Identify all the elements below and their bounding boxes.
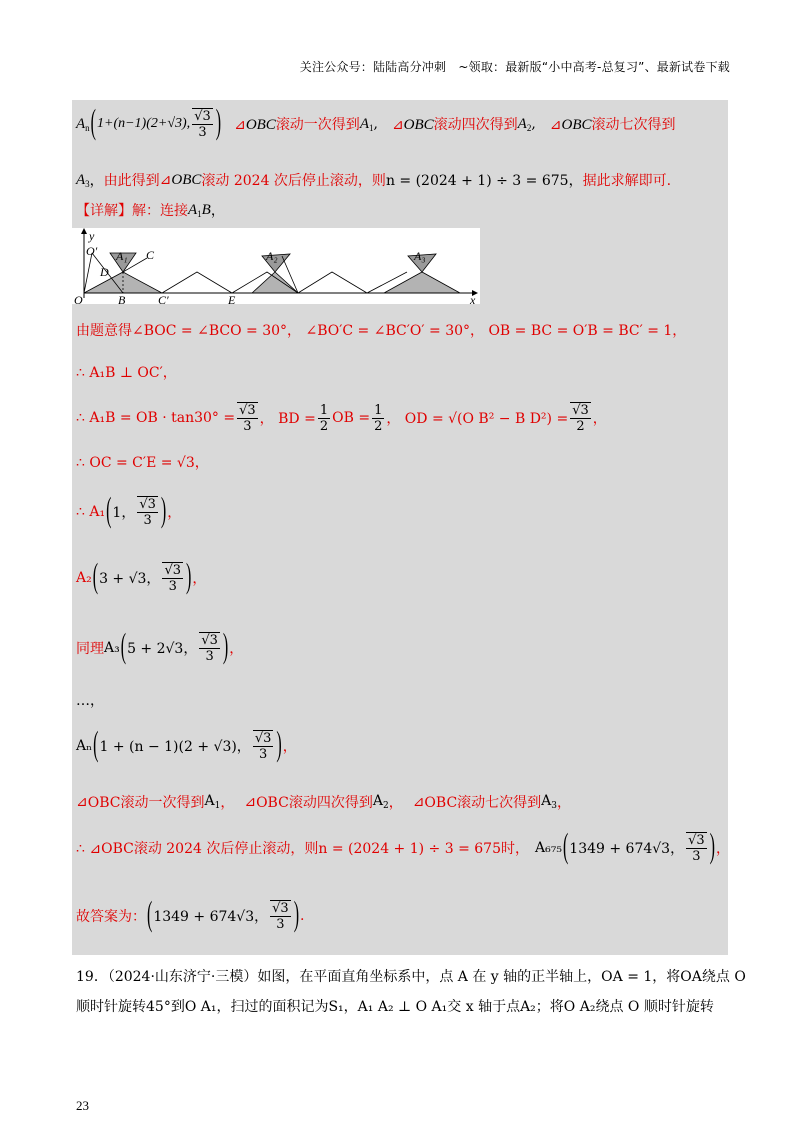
length-line: ∴ A₁B = OB · tan30° = $\frac{√3}{3}$ ， BD = $\frac{1}{2}$ OB = $\frac{1}{2}$ ， OD = √(O B² − B D²) = $\frac{√3}{2}$ ， xyxy=(76,402,607,434)
label-A3: A₃ xyxy=(414,249,426,263)
figure-svg xyxy=(72,228,480,304)
question-19-line2: 顺时针旋转45°到O A₁，扫过的面积记为S₁，A₁ A₂ ⊥ O A₁交 x 轴于点A₂；将O A₂绕点 O 顺时针旋转 xyxy=(76,999,714,1015)
label-C: C xyxy=(146,248,155,262)
final-line: ∴ ⊿OBC滚动 2024 次后停止滚动，则 n = (2024 + 1) ÷ 3 = 675时， A₆₇₅ ( 1349 + 674√3， $\frac{√3}{3}$ ) ， xyxy=(76,828,730,866)
label-B: B xyxy=(118,293,126,304)
page-header: 关注公众号：陆陆高分冲刺 ~领取：最新版“小中高考-总复习”、最新试卷下载 xyxy=(299,60,730,74)
label-E: E xyxy=(228,293,236,304)
answer-line: 故答案为： ( 1349 + 674√3， $\frac{√3}{3}$ ) . xyxy=(76,896,305,934)
detail-line: 【详解】 解：连接 $A_1B$ ， xyxy=(76,201,225,219)
a2-line: A₂ ( 3 + √3， $\frac{√3}{3}$ ) ， xyxy=(76,558,207,596)
oc-line: ∴ OC = C′E = √3， xyxy=(76,455,209,471)
label-Cprime: C′ xyxy=(158,293,169,304)
rolling-triangle-figure xyxy=(72,228,480,304)
label-D: D xyxy=(100,265,109,279)
page-number: 23 xyxy=(76,1098,89,1113)
label-O: O xyxy=(74,293,83,304)
solution-line-an: $A_n$ ( 1+(n−1)(2+√3), $\frac{√3}{3}$ ) ⊿OBC滚动一次得到 $A_1$ , ⊿OBC滚动四次得到 $A_2$ , ⊿OBC滚动七次得到 xyxy=(76,104,676,142)
label-x: x xyxy=(470,293,476,304)
roll-line: ⊿ OBC滚动一次得到 $A_1$ ， ⊿ OBC滚动四次得到 $A_2$ ， ⊿ OBC滚动七次得到 $A_3$ ， xyxy=(76,793,572,811)
a3-line: 同理 A₃ ( 5 + 2√3， $\frac{√3}{3}$ ) ， xyxy=(76,628,244,666)
dots-line: …， xyxy=(76,693,104,709)
label-A2: A₂ xyxy=(266,249,278,263)
question-19-line1: 19．（2024·山东济宁·三模）如图，在平面直角坐标系中，点 A 在 y 轴的正半轴上，OA = 1，将OA绕点 O xyxy=(76,969,746,985)
label-y: y xyxy=(89,229,95,243)
label-Oprime: O′ xyxy=(86,244,98,258)
given-line: 由题意得∠BOC = ∠BCO = 30°， ∠BO′C = ∠BC′O′ = 30°， OB = BC = O′B = BC′ = 1， xyxy=(76,323,687,339)
label-A1: A₁ xyxy=(116,249,128,263)
perp-line: ∴ A₁B ⊥ OC′， xyxy=(76,365,177,381)
an-line: Aₙ ( 1 + (n − 1)(2 + √3)， $\frac{√3}{3}$ ) ， xyxy=(76,726,297,764)
a1-line: ∴ A₁ ( 1， $\frac{√3}{3}$ ) ， xyxy=(76,492,182,530)
solution-line-summary: $A_3$ ， 由此得到 ⊿ OBC 滚动 2024 次后停止滚动，则 n = (2024 + 1) ÷ 3 = 675， 据此求解即可. xyxy=(76,171,672,189)
